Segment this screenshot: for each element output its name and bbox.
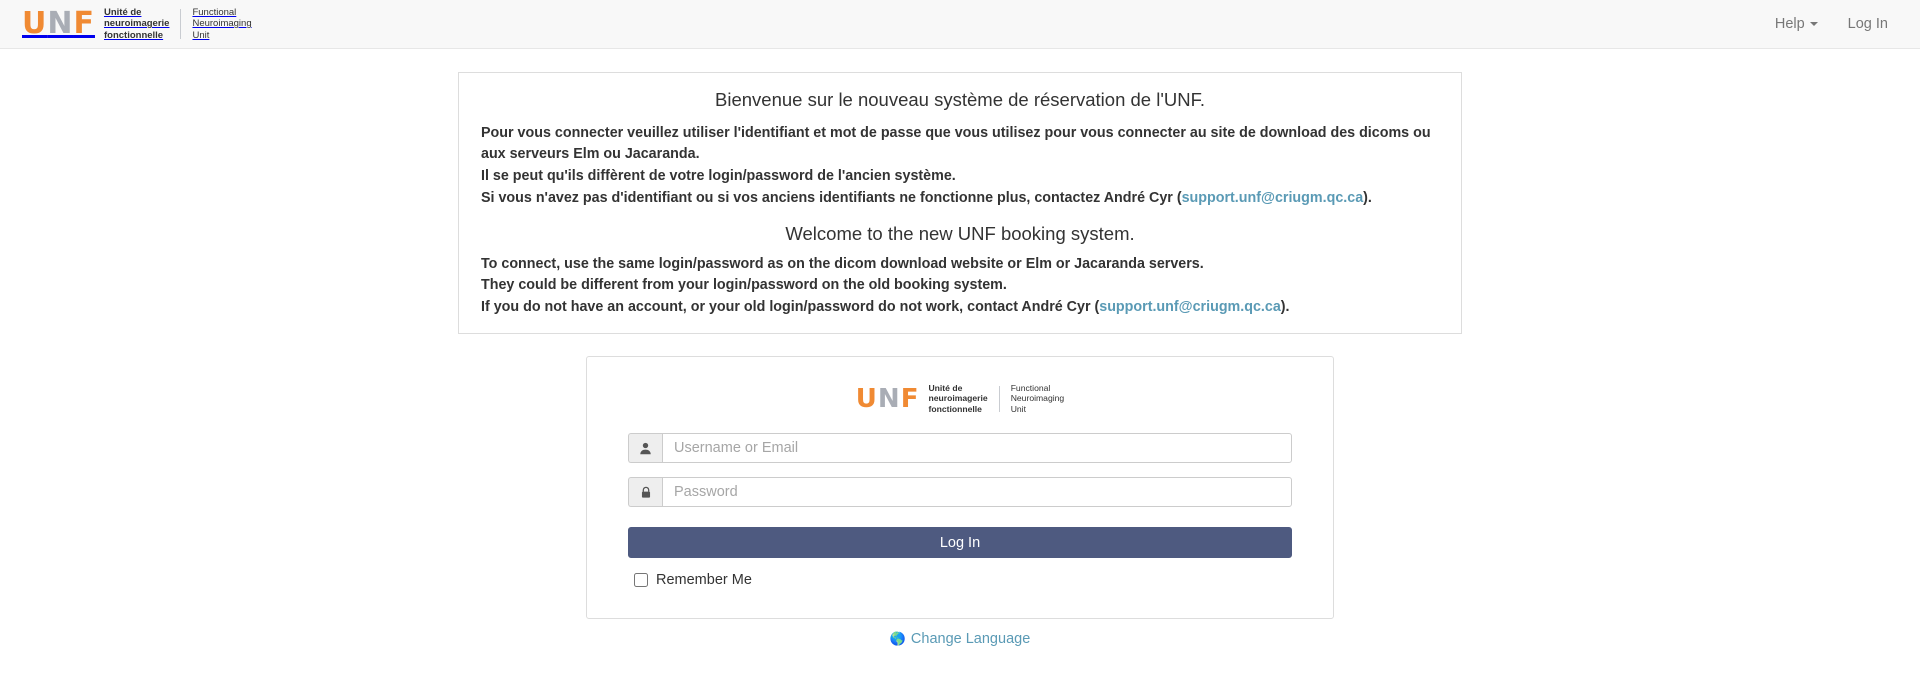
notice-en-line-3-post: ). — [1280, 299, 1290, 316]
notice-en-line-3-pre: If you do not have an account, or your old login/password do not work, contact André Cyr ( — [481, 299, 1100, 316]
login-logo-fr-line2: neuroimagerie — [928, 393, 988, 404]
navbar-right-menu — [1775, 16, 1898, 32]
notice-en-line-3 — [481, 297, 1441, 319]
logo-text-french — [104, 7, 169, 42]
unf-logo-mark — [22, 6, 95, 41]
logo-text-en-line3: Unit — [192, 29, 210, 41]
notice-body-french — [459, 114, 1461, 210]
login-logo-en-line3: Unit — [1010, 403, 1026, 414]
notice-fr-line-3-post: ). — [1363, 189, 1372, 206]
remember-me-label: Remember Me — [656, 572, 752, 589]
logo-text-fr-line1: Unité de — [103, 6, 142, 18]
login-logo-en-line1: Functional — [1010, 382, 1051, 393]
notice-fr-line-3 — [481, 188, 1441, 210]
welcome-notice-panel — [458, 72, 1462, 334]
notice-fr-line-2: Il se peut qu'ils diffèrent de votre login/password de l'ancien système. — [481, 168, 956, 185]
notice-en-line-2: They could be different from your login/password on the old booking system. — [481, 277, 1007, 294]
password-input-group — [628, 477, 1292, 507]
login-logo-en-line2: Neuroimaging — [1010, 393, 1065, 404]
login-panel — [586, 356, 1334, 619]
notice-heading-english: Welcome to the new UNF booking system. — [785, 222, 1135, 244]
change-language-row — [586, 631, 1334, 647]
login-unf-wordmark-n: N — [877, 383, 901, 414]
remember-me-row[interactable] — [628, 572, 1292, 588]
remember-me-checkbox[interactable] — [634, 573, 648, 587]
username-input[interactable] — [662, 433, 1292, 463]
nav-login-label: Log In — [1847, 16, 1888, 32]
login-logo-fr-line3: fonctionnelle — [928, 403, 982, 414]
change-language-link[interactable] — [890, 631, 1031, 647]
nav-help-label: Help — [1774, 16, 1805, 32]
change-language-label: Change Language — [910, 631, 1031, 648]
support-email-link-en[interactable]: support.unf@criugm.qc.ca — [1099, 299, 1281, 316]
logo-text-en-line1: Functional — [192, 6, 237, 18]
brand-logo-link[interactable] — [22, 0, 252, 48]
nav-help-dropdown[interactable] — [1775, 16, 1818, 32]
login-logo-divider — [999, 386, 1000, 412]
login-unf-wordmark: UNF — [855, 383, 920, 414]
globe-icon: 🌎 — [889, 631, 906, 647]
support-email-link-fr[interactable]: support.unf@criugm.qc.ca — [1181, 189, 1364, 206]
logo-text-english — [192, 7, 251, 42]
login-submit-button[interactable]: Log In — [628, 527, 1292, 558]
notice-fr-line-1: Pour vous connecter veuillez utiliser l'identifiant et mot de passe que vous utilisez pour vous connecter au site de download des dicoms ou aux serveurs Elm ou Jacaranda. — [481, 124, 1431, 163]
top-navbar — [0, 0, 1920, 49]
logo-text-fr-line2: neuroimagerie — [103, 18, 170, 30]
login-logo-text-english — [1011, 383, 1065, 414]
username-input-group — [628, 433, 1292, 463]
login-logo-fr-line1: Unité de — [928, 382, 963, 393]
chevron-down-icon — [1810, 22, 1818, 26]
notice-en-line-1: To connect, use the same login/password as on the dicom download website or Elm or Jacaranda servers. — [481, 255, 1204, 272]
login-logo — [628, 383, 1292, 414]
notice-body-english — [459, 245, 1461, 319]
logo-text-en-line2: Neuroimaging — [192, 18, 252, 30]
lock-icon — [628, 477, 662, 507]
login-logo-text-french — [928, 383, 987, 414]
user-icon — [628, 433, 662, 463]
unf-wordmark-n: N — [47, 6, 74, 41]
unf-wordmark: UNF — [22, 6, 95, 41]
nav-login-link[interactable] — [1848, 16, 1888, 32]
notice-fr-line-3-pre: Si vous n'avez pas d'identifiant ou si vos anciens identifiants ne fonctionne plus, contactez André Cyr ( — [481, 189, 1182, 206]
notice-heading-french: Bienvenue sur le nouveau système de réservation de l'UNF. — [715, 89, 1205, 110]
logo-divider — [180, 9, 181, 39]
logo-text-fr-line3: fonctionnelle — [103, 29, 164, 41]
password-input[interactable] — [662, 477, 1292, 507]
